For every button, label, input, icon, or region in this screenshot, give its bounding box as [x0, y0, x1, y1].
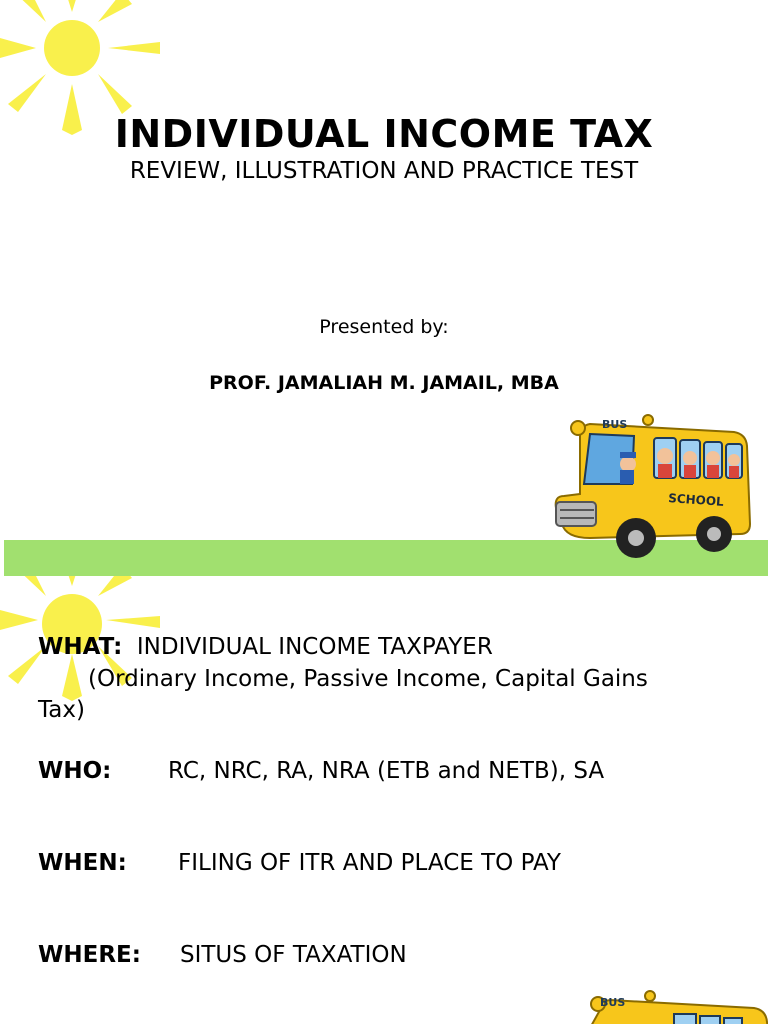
- presentation-title: INDIVIDUAL INCOME TAX: [114, 112, 654, 156]
- bus-school-text: SCHOOL: [667, 491, 725, 509]
- what-detail-line-1: (Ordinary Income, Passive Income, Capital Gains: [88, 666, 648, 692]
- presenter-name: PROF. JAMALIAH M. JAMAIL, MBA: [209, 372, 559, 394]
- who-row: [38, 758, 111, 784]
- what-value: INDIVIDUAL INCOME TAXPAYER: [136, 634, 493, 660]
- where-label: WHERE:: [38, 942, 141, 968]
- bus-sign-text: BUS: [602, 418, 628, 431]
- when-row: [38, 850, 127, 876]
- where-value: SITUS OF TAXATION: [180, 942, 407, 968]
- presented-by-label: Presented by:: [319, 316, 449, 338]
- school-bus-icon: [570, 988, 768, 1024]
- school-bus-icon: [550, 412, 754, 564]
- what-row: [38, 634, 493, 660]
- who-value: RC, NRC, RA, NRA (ETB and NETB), SA: [168, 758, 605, 784]
- when-label: WHEN:: [38, 850, 127, 876]
- what-detail-line-2: Tax): [38, 697, 85, 723]
- bus-sign-text: BUS: [600, 996, 626, 1009]
- where-row: [38, 942, 141, 968]
- what-label: WHAT:: [38, 634, 123, 660]
- when-value: FILING OF ITR AND PLACE TO PAY: [178, 850, 561, 876]
- content-slide: [0, 576, 768, 1024]
- who-label: WHO:: [38, 758, 112, 784]
- presentation-subtitle: REVIEW, ILLUSTRATION AND PRACTICE TEST: [129, 158, 639, 184]
